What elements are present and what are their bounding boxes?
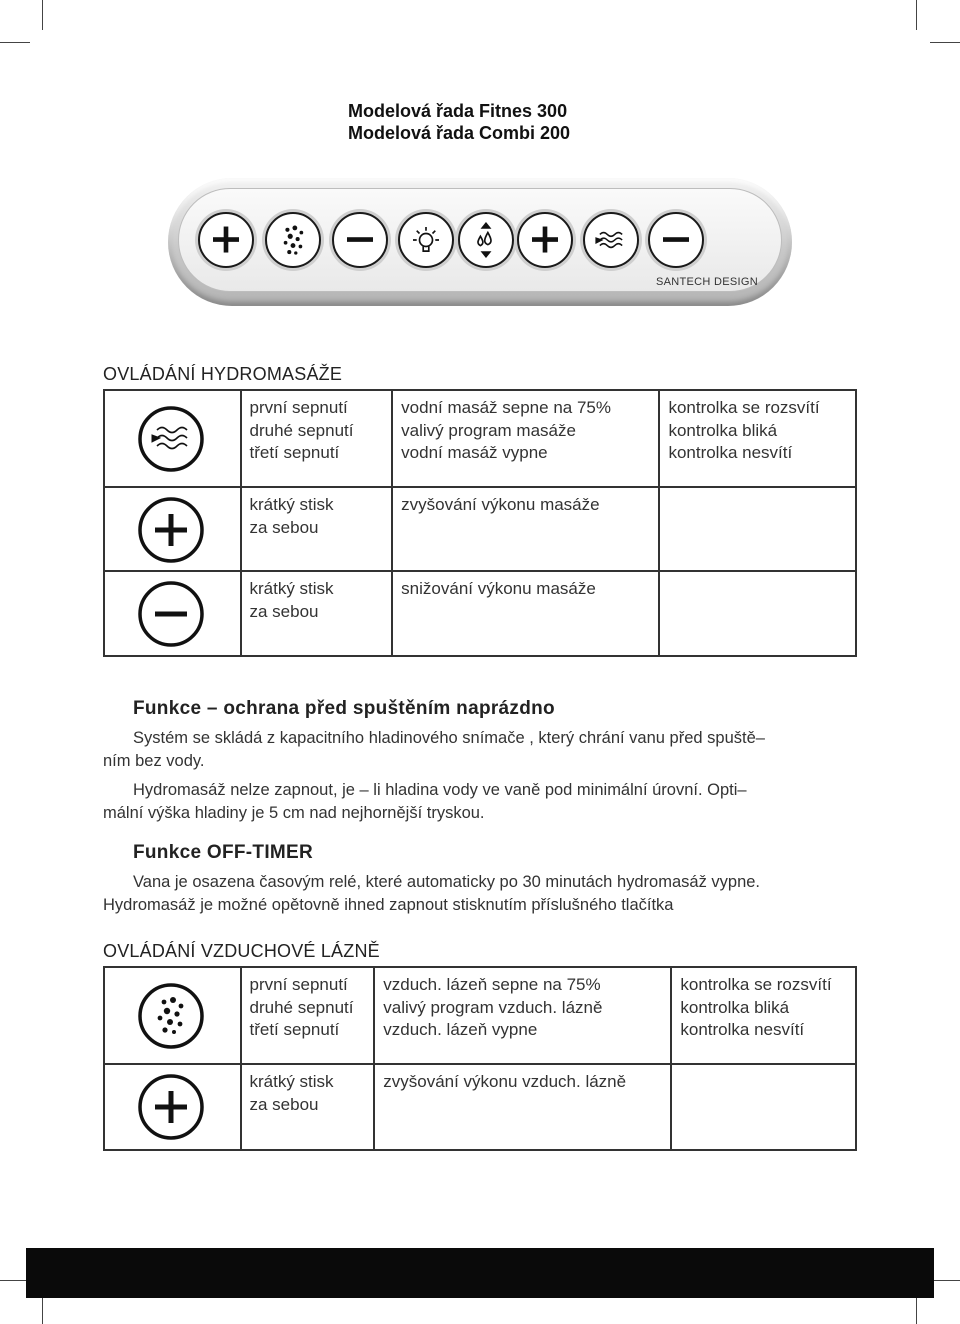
- indicator-text: kontrolka nesvítí: [668, 443, 793, 462]
- press-text: druhé sepnutí: [249, 997, 354, 1017]
- indicator-cell: [659, 571, 856, 656]
- press-text: za sebou: [249, 601, 319, 621]
- offtimer-line: Vana je osazena časovým relé, které automaticky po 30 minutách hydromasáž vypne.: [133, 873, 761, 891]
- table-row: [104, 571, 856, 656]
- action-text: valivý program vzduch. lázně: [383, 997, 603, 1017]
- press-cell: [241, 1064, 375, 1150]
- dryrun-line: mální výška hladiny je 5 cm nad nejhornější tryskou.: [103, 804, 485, 822]
- icon-cell: [104, 967, 241, 1064]
- action-text: valivý program masáže: [401, 420, 576, 440]
- footer-bar: [26, 1248, 934, 1298]
- table-row: [104, 487, 856, 571]
- crop-mark: [916, 1294, 917, 1324]
- air-heading: OVLÁDÁNÍ VZDUCHOVÉ LÁZNĚ: [103, 941, 380, 961]
- panel-plus-icon: [198, 212, 254, 268]
- hydro-heading: OVLÁDÁNÍ HYDROMASÁŽE: [103, 364, 343, 384]
- press-text: krátký stisk: [249, 579, 334, 598]
- dryrun-line: Hydromasáž nelze zapnout, je – li hladina vody ve vaně pod minimální úrovní. Opti–: [133, 781, 747, 799]
- air-bubbles-icon: [137, 982, 205, 1050]
- panel-air-bubbles-icon: [265, 212, 321, 268]
- brand-label: SANTECH DESIGN: [656, 276, 758, 288]
- action-text: snižování výkonu masáže: [401, 579, 596, 598]
- icon-cell: [104, 571, 241, 656]
- press-cell: [241, 390, 393, 487]
- press-text: třetí sepnutí: [249, 1020, 340, 1039]
- air-table: [103, 966, 857, 1151]
- crop-mark: [930, 1280, 960, 1281]
- press-text: první sepnutí: [249, 975, 348, 994]
- panel-plus-icon-2: [517, 212, 573, 268]
- dryrun-line: Systém se skládá z kapacitního hladinového snímače , který chrání vanu před spuště–: [133, 729, 765, 747]
- table-row: [104, 1064, 856, 1150]
- hydro-table: [103, 389, 857, 657]
- action-text: vzduch. lázeň sepne na 75%: [383, 975, 601, 994]
- press-text: krátký stisk: [249, 1072, 334, 1091]
- action-cell: [374, 967, 671, 1064]
- press-cell: [241, 487, 393, 571]
- action-cell: [392, 571, 659, 656]
- panel-minus-icon-2: [648, 212, 704, 268]
- crop-mark: [42, 1294, 43, 1324]
- panel-minus-icon: [332, 212, 388, 268]
- action-text: zvyšování výkonu masáže: [401, 495, 600, 514]
- minus-icon: [137, 580, 205, 648]
- plus-icon: [137, 1073, 205, 1141]
- indicator-cell: [671, 967, 856, 1064]
- dryrun-line: ním bez vody.: [103, 752, 205, 770]
- icon-cell: [104, 1064, 241, 1150]
- icon-cell: [104, 487, 241, 571]
- action-text: zvyšování výkonu vzduch. lázně: [383, 1072, 627, 1091]
- indicator-text: kontrolka se rozsvítí: [680, 975, 832, 994]
- press-cell: [241, 967, 375, 1064]
- action-cell: [374, 1064, 671, 1150]
- press-text: krátký stisk: [249, 495, 334, 514]
- panel-light-icon: [398, 212, 454, 268]
- action-text: vzduch. lázeň vypne: [383, 1020, 538, 1039]
- model-title-2: Modelová řada Combi 200: [348, 123, 571, 143]
- icon-cell: [104, 390, 241, 487]
- crop-mark: [916, 0, 917, 30]
- indicator-cell: [659, 390, 856, 487]
- crop-mark: [0, 42, 30, 43]
- press-text: druhé sepnutí: [249, 420, 354, 440]
- press-text: za sebou: [249, 1094, 319, 1114]
- panel-water-massage-icon: [583, 212, 639, 268]
- offtimer-title: Funkce OFF-TIMER: [133, 842, 314, 863]
- indicator-text: kontrolka bliká: [668, 420, 778, 440]
- action-cell: [392, 487, 659, 571]
- action-text: vodní masáž sepne na 75%: [401, 398, 611, 417]
- crop-mark: [42, 0, 43, 30]
- indicator-text: kontrolka nesvítí: [680, 1020, 805, 1039]
- press-text: třetí sepnutí: [249, 443, 340, 462]
- action-cell: [392, 390, 659, 487]
- press-cell: [241, 571, 393, 656]
- table-row: [104, 390, 856, 487]
- plus-icon: [137, 496, 205, 564]
- water-massage-icon: [137, 405, 205, 473]
- indicator-cell: [671, 1064, 856, 1150]
- model-titles: [348, 100, 570, 144]
- dryrun-title: Funkce – ochrana před spuštěním naprázdno: [133, 698, 555, 719]
- press-text: první sepnutí: [249, 398, 348, 417]
- table-row: [104, 967, 856, 1064]
- action-text: vodní masáž vypne: [401, 443, 548, 462]
- offtimer-line: Hydromasáž je možné opětovně ihned zapnout stisknutím příslušného tlačítka: [103, 896, 674, 914]
- crop-mark: [930, 42, 960, 43]
- panel-drops-icon: [458, 212, 514, 268]
- indicator-text: kontrolka bliká: [680, 997, 790, 1017]
- press-text: za sebou: [249, 517, 319, 537]
- indicator-cell: [659, 487, 856, 571]
- model-title-1: Modelová řada Fitnes 300: [348, 101, 568, 121]
- indicator-text: kontrolka se rozsvítí: [668, 398, 820, 417]
